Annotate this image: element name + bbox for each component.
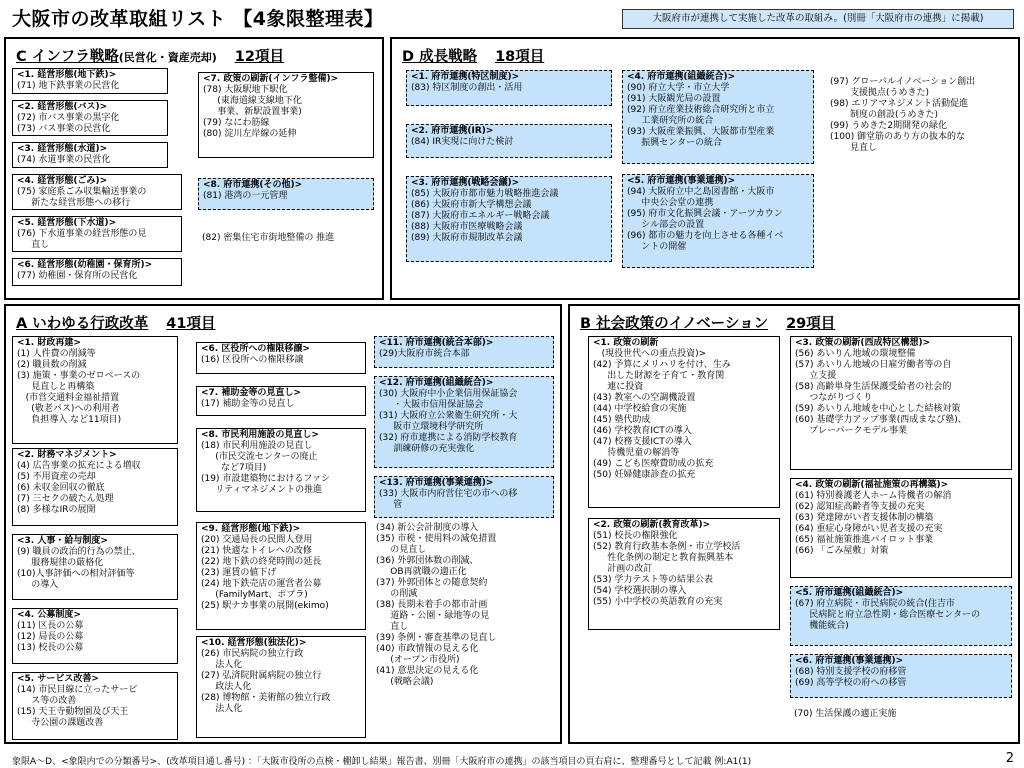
category-title: <4. 経営形態(ごみ)> [17,176,108,186]
reform-item: (39) 条例・審査基準の見直し [376,633,497,643]
reform-item: 連に投資 [593,382,644,392]
category-box [12,534,178,600]
category-title: <8. 市民利用施設の見直し> [201,430,319,440]
reform-item: (91) 大阪観光局の設置 [627,94,721,104]
reform-item: 支援拠点(うめきた) [830,88,930,98]
reform-item: 出した財源を子育て・教育関 [593,371,725,381]
reform-item: (21) 快適なトイレへの改修 [201,546,312,556]
reform-item: 事業、新駅設置事業) [203,107,302,117]
panel-c-heading [16,45,284,66]
category-title: <2. 経営形態(バス)> [17,102,108,112]
reform-item: 服務規律の厳格化 [17,558,104,568]
reform-item: (4) 広告事業の拡充による増収 [17,461,141,471]
category-box [12,100,168,136]
reform-item: (市営交通料金福祉措置 [17,393,120,403]
reform-item: (45) 塾代助成 [593,415,651,425]
panel-d-heading [402,45,544,66]
panel-d-title: D 成長戦略 [402,49,478,65]
category-box [12,142,168,168]
panel-a-heading [16,312,215,333]
category-box-collab [374,336,554,368]
reform-item: (58) 高齢単身生活保護受給者の社会的 [795,382,952,392]
reform-item: (10)人事評価への相対評価等 [17,569,135,579]
reform-item: 振興センターの統合 [627,138,722,148]
reform-item: OB再就職の適正化 [376,567,467,577]
reform-item: (65) 福祉施策推進パイロット事業 [795,535,934,545]
reform-item: (96) 都市の魅力を向上させる各種イベ [627,231,784,241]
reform-item: の削減 [376,589,418,599]
category-title: <6. 経営形態(幼稚園・保育所)> [17,260,153,270]
reform-item: (44) 中学校給食の実施 [593,404,687,414]
reform-item: (敬老パス)への利用者 [17,404,120,414]
reform-item: (41) 意思決定の見える化 [376,666,479,676]
category-title: <3. 人事・給与制度> [17,536,108,546]
panel-a-title: A いわゆる行政改革 [16,316,149,332]
panel-c-title: C インフラ戦略 [16,49,119,65]
reform-item: (59) あいりん地域を中心とした結核対策 [795,404,961,414]
reform-item: (81) 港湾の一元管理 [203,191,288,201]
category-title: <13. 府市連携(事業連携)> [379,478,494,488]
category-box-collab [406,70,612,106]
category-box [12,608,178,664]
panel-b-title: B 社会政策のイノベーション [580,316,769,332]
reform-item: (53) 学力テスト等の結果公表 [593,575,713,585]
category-title: <7. 政策の刷新(インフラ整備)> [203,74,339,84]
category-box-collab [374,476,554,518]
reform-item: 阪市立環境科学研究所 [379,422,484,432]
category-title: <5. 経営形態(下水道)> [17,218,117,228]
reform-item: (86) 大阪府市新大学構想会議 [411,200,532,210]
reform-item: ・大阪市信用保証協会 [379,400,484,410]
reform-item: 管 [379,500,403,510]
category-box [196,522,366,630]
reform-item: (100) 御堂筋のあり方の抜本的な [830,132,966,142]
reform-item: 見直しと再構築 [17,382,95,392]
category-title: <1. 経営形態(地下鉄)> [17,70,117,80]
reform-item: (95) 府市文化振興会議・アーツカウン [627,209,783,219]
category-box-collab [622,174,814,268]
category-box [196,386,366,416]
category-box [12,258,182,286]
reform-item: (9) 職員の政治的行為の禁止、 [17,547,141,557]
category-title: <6. 区役所への権限移譲> [201,344,310,354]
category-title: <1. 政策の刷新 [593,338,659,348]
reform-item: 民病院と府立急性期・総合医療センターの [795,610,980,620]
reform-item: の導入 [17,580,59,590]
reform-item: (22) 地下鉄の終発時間の延長 [201,557,322,567]
category-title: <12. 府市連携(組織統合)> [379,378,494,388]
category-title: <3. 政策の刷新(西成特区構想)> [795,338,931,348]
panel-b-heading [580,312,835,333]
category-box [12,68,168,94]
reform-item: (46) 学校教育ICTの導入 [593,426,692,436]
reform-item: (1) 人件費の削減等 [17,349,96,359]
reform-item: (31) 大阪府立公衆衛生研究所・大 [379,411,518,421]
reform-item: (68) 特別支援学校の府移管 [795,667,907,677]
reform-item: (62) 認知症高齢者等支援の充実 [795,502,925,512]
reform-item: (70) 生活保護の適正実施 [794,709,897,719]
panel-c-subtitle: (民営化・資産売却) [118,51,217,64]
reform-item: 立支援 [795,371,837,381]
reform-item: ス等の改善 [17,696,77,706]
reform-item: (78) 大阪駅地下駅化 [203,85,288,95]
reform-item: (42) 予算にメリハリを付け、生み [593,360,731,370]
category-box [198,72,374,158]
reform-item: (6) 未収金回収の徹底 [17,483,105,493]
category-box [588,518,780,630]
reform-item: (11) 区長の公募 [17,621,84,631]
category-title: <7. 補助金等の見直し> [201,388,301,398]
reform-item: (18) 市民利用施設の見直し [201,441,313,451]
reform-item: (38) 長期未着手の都市計画 [376,600,488,610]
category-title: <3. 府市連携(戦略会議)> [411,178,520,188]
reform-item: (FamilyMart、ポプラ) [201,590,308,600]
reform-item: (61) 特別養護老人ホーム待機者の解消 [795,491,952,501]
reform-item: (49) こども医療費助成の拡充 [593,459,714,469]
reform-item: シル部会の設置 [627,220,705,230]
category-box [12,336,178,444]
reform-item: (88) 大阪府市医療戦略会議 [411,222,523,232]
reform-item: 計画の改訂 [593,564,653,574]
reform-item: (東海道線支線地下化 [203,96,302,106]
reform-item: 見直し [830,143,878,153]
reform-item: (74) 水道事業の民営化 [17,155,111,165]
category-box [196,342,366,374]
reform-item: (69) 高等学校の府への移管 [795,678,907,688]
reform-item: (72) 市バス事業の黒字化 [17,113,120,123]
reform-item: (20) 交通局長の民間人登用 [201,535,313,545]
reform-item: 性化条例の制定と教育振興基本 [593,553,734,563]
category-title: <1. 府市連携(特区制度)> [411,72,520,82]
reform-item: (市民交流センターの廃止 [201,452,318,462]
reform-item: (7) 三セクの破たん処理 [17,494,114,504]
reform-item: (32) 府市連携による消防学校教育 [379,433,518,443]
reform-item: (60) 基礎学力アップ事業(西成まなび塾)、 [795,415,967,425]
plain-items [200,232,380,245]
reform-item: (47) 校務支援ICTの導入 [593,437,692,447]
category-box [588,336,780,508]
reform-item: (29)大阪府市統合本部 [379,349,470,359]
panel-c-count: 12項目 [234,49,284,65]
reform-item: など7項目) [201,463,267,473]
reform-item: (84) IR実現に向けた検討 [411,137,514,147]
reform-item: (現役世代への重点投資)> [593,349,707,359]
category-box [790,336,1012,470]
category-title: <2. 府市連携(IR)> [411,126,494,136]
reform-item: (13) 校長の公募 [17,643,84,653]
reform-item: (35) 市税・使用料の減免措置 [376,534,497,544]
reform-item: (26) 市民病院の独立行政 [201,649,304,659]
category-box [12,174,182,210]
reform-item: (50) 妊婦健康診査の拡充 [593,470,696,480]
plain-items [828,76,1014,155]
reform-item: (3) 施策・事業のゼロベースの [17,371,141,381]
reform-item: (16) 区役所への権限移譲 [201,355,304,365]
category-box [790,478,1012,578]
reform-item: (43) 教室への空調機設置 [593,393,696,403]
category-title: <4. 公募制度> [17,610,81,620]
category-box-collab [198,178,374,210]
reform-item: ントの開催 [627,242,687,252]
reform-item: (19) 市設建築物におけるファシ [201,474,331,484]
category-box-collab [622,70,814,164]
category-box-collab [790,654,1012,698]
reform-item: (94) 大阪府立中之島図書館・大阪市 [627,187,775,197]
reform-item: 中央公会堂の連携 [627,198,714,208]
reform-item: (34) 新公会計制度の導入 [376,523,479,533]
category-title: <3. 経営形態(水道)> [17,144,108,154]
reform-item: (8) 多様なIRの展開 [17,505,96,515]
category-box [196,636,366,738]
category-title: <10. 経営形態(独法化)> [201,638,307,648]
reform-item: (54) 学校選択制の導入 [593,586,687,596]
reform-item: (36) 外郭団体数の削減、 [376,556,479,566]
reform-item: (87) 大阪府市エネルギー戦略会議 [411,211,550,221]
reform-item: (23) 運賃の値下げ [201,568,277,578]
reform-item: (63) 発達障がい者支援体制の構築 [795,513,934,523]
reform-item: (オープン市役所) [376,655,460,665]
panel-b-count: 29項目 [786,316,836,332]
reform-item: 待機児童の解消等 [593,448,680,458]
reform-item: (37) 外郭団体との随意契約 [376,578,488,588]
reform-item: (15) 天王寺動物園及び天王 [17,707,129,717]
reform-item: 制度の創設(うめきた) [830,110,939,120]
category-title: <2. 政策の刷新(教育改革)> [593,520,711,530]
reform-item: (66) 「ごみ屋敷」対策 [795,546,889,556]
category-box [12,448,178,526]
category-title: <11. 府市連携(統合本部)> [379,338,494,348]
panel-a-count: 41項目 [166,316,216,332]
reform-item: (40) 市政情報の見える化 [376,644,479,654]
plain-items [792,708,1012,721]
reform-item: 法人化 [201,704,243,714]
page-number: 2 [1005,751,1014,766]
reform-item: (57) あいりん地域の日雇労働者等の自 [795,360,952,370]
category-title: <2. 財務マネジメント> [17,450,117,460]
reform-item: (25) 駅ナカ事業の展開(ekimo) [201,601,329,611]
reform-item: (79) なにわ筋線 [203,118,270,128]
panel-d-count: 18項目 [495,49,545,65]
category-box-collab [374,376,554,468]
category-title: <1. 財政再建> [17,338,81,348]
reform-item: (97) グローバルイノベーション創出 [830,77,976,87]
category-title: <8. 府市連携(その他)> [203,180,303,190]
plain-items [374,522,554,689]
reform-item: (80) 淀川左岸線の延伸 [203,129,297,139]
category-box [12,672,178,740]
reform-item: (67) 府立病院・市民病院の統合(住吉市 [795,599,955,609]
category-title: <5. サービス改善> [17,674,99,684]
reform-item: (12) 局長の公募 [17,632,84,642]
reform-item: 訓練研修の充実強化 [379,444,475,454]
reform-item: 法人化 [201,660,243,670]
reform-item: (75) 家庭系ごみ収集輸送事業の [17,187,147,197]
category-box [12,216,182,252]
reform-item: (56) あいりん地域の環境整備 [795,349,916,359]
category-title: <4. 府市連携(組織統合)> [627,72,736,82]
reform-item: プレーパークモデル事業 [795,426,908,436]
category-title: <5. 府市連携(事業連携)> [627,176,736,186]
category-title: <5. 府市連携(組織統合)> [795,588,904,598]
reform-item: (98) エリアマネジメント活動促進 [830,99,969,109]
reform-item: (83) 特区制度の創出・活用 [411,83,523,93]
category-box-collab [406,176,612,262]
reform-item: (76) 下水道事業の経営形態の見 [17,229,147,239]
category-box-collab [790,586,1012,646]
reform-item: (92) 府立産業技術総合研究所と市立 [627,105,775,115]
reform-item: リティマネジメントの推進 [201,485,323,495]
reform-item: (55) 小中学校の英語教育の充実 [593,597,723,607]
reform-item: (17) 補助金等の見直し [201,399,295,409]
reform-item: 機能統合) [795,621,849,631]
reform-item: (33) 大阪市内府営住宅の市への移 [379,489,518,499]
reform-item: つながりづくり [795,393,873,403]
reform-item: (82) 密集住宅市街地整備の 推進 [202,233,335,243]
reform-item: (5) 不用資産の売却 [17,472,96,482]
category-title: <6. 府市連携(事業連携)> [795,656,904,666]
category-box-collab [406,124,612,158]
category-title: <9. 経営形態(地下鉄)> [201,524,301,534]
page-title: 大阪市の改革取組リスト 【4象限整理表】 [12,8,384,30]
category-title: <4. 政策の刷新(福祉施策の再構築)> [795,480,949,490]
reform-item: (73) バス事業の民営化 [17,124,111,134]
reform-item: (71) 地下鉄事業の民営化 [17,81,120,91]
reform-item: 工業研究所の統合 [627,116,714,126]
reform-item: 負担導入 など11項目) [17,415,122,425]
reform-item: 直し [376,622,409,632]
reform-item: (51) 校長の権限強化 [593,531,678,541]
reform-item: (52) 教育行政基本条例・市立学校活 [593,542,741,552]
reform-item: (24) 地下鉄売店の運営者公募 [201,579,322,589]
reform-item: (2) 職員数の削減 [17,360,87,370]
reform-item: (90) 府立大学・市立大学 [627,83,730,93]
reform-item: 直し [17,240,50,250]
reform-item: (77) 幼稚園・保育所の民営化 [17,271,138,281]
reform-item: (27) 弘済院附属病院の独立行 [201,671,322,681]
category-box [196,428,366,512]
reform-item: (93) 大阪産業振興、大阪都市型産業 [627,127,775,137]
reform-item: (85) 大阪府市都市魅力戦略推進会議 [411,189,559,199]
reform-item: 新たな経営形態への移行 [17,198,131,208]
reform-item: (89) 大阪府市規制改革会議 [411,233,523,243]
footer-note: 象限A～D、<象限内での分類番号>、(改革項目通し番号) ：「大阪市役所の点検・棚卸し結果」報告書、別冊「大阪府市の連携」の該当項目の頁右肩に、整理番号として記載 例:A1(1) [12,757,752,767]
reform-item: (戦略会議) [376,677,434,687]
collaboration-note: 大阪府市が連携して実施した改革の取組み。(別冊「大阪府市の連携」に掲載) [622,9,1014,29]
reform-item: 政法人化 [201,682,252,692]
reform-item: (14) 市民目線に立ったサービ [17,685,138,695]
reform-item: (30) 大阪府中小企業信用保証協会 [379,389,518,399]
reform-item: (64) 重症心身障がい児者支援の充実 [795,524,943,534]
reform-item: 寺公園の課題改善 [17,718,104,728]
reform-item: (99) うめきた2期開発の緑化 [830,121,948,131]
reform-item: の見直し [376,545,427,555]
reform-item: (28) 博物館・美術館の独立行政 [201,693,331,703]
reform-item: 道路・公園・緑地等の見 [376,611,490,621]
